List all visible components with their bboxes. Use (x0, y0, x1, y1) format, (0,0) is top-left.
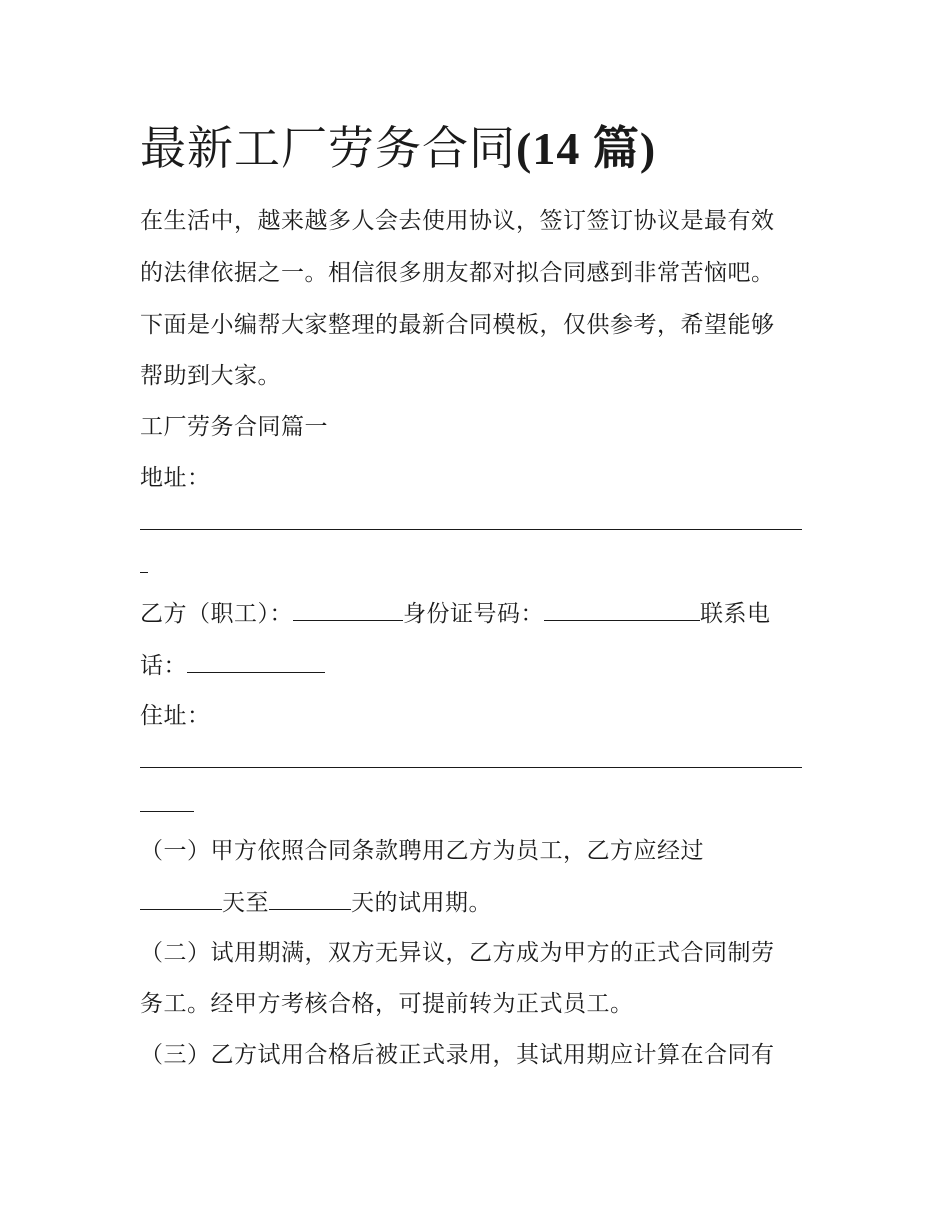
id-number-label: 身份证号码： (403, 601, 544, 627)
id-number-blank (544, 598, 700, 621)
intro-line-3: 下面是小编帮大家整理的最新合同模板，仅供参考，希望能够 (140, 312, 775, 338)
intro-line-4: 帮助到大家。 (140, 363, 281, 389)
residence-blank-line-end (140, 811, 194, 812)
residence-blank-line (140, 767, 802, 768)
party-b-name-blank (293, 598, 403, 621)
phone-label-cont: 话： (140, 653, 187, 679)
intro-line-1: 在生活中，越来越多人会去使用协议，签订签订协议是最有效 (140, 208, 775, 234)
probation-max-days-blank (269, 887, 351, 910)
clause-1-end: 天的试用期。 (351, 890, 492, 916)
phone-line (140, 650, 820, 681)
section-heading: 工厂劳务合同篇一 (140, 414, 328, 440)
clause-2-line-2: 务工。经甲方考核合格，可提前转为正式员工。 (140, 991, 634, 1017)
party-b-label: 乙方（职工）： (140, 601, 293, 627)
document-title: 最新工厂劳务合同(14 篇) (140, 121, 657, 175)
clause-1-line-1: （一）甲方依照合同条款聘用乙方为员工，乙方应经过 (140, 838, 704, 864)
clause-1-line-2 (140, 887, 820, 918)
intro-line-2: 的法律依据之一。相信很多朋友都对拟合同感到非常苦恼吧。 (140, 260, 775, 286)
residence-label: 住址： (140, 703, 211, 729)
address-blank-line (140, 529, 802, 530)
phone-label: 联系电 (700, 601, 771, 627)
address-blank-line-end (140, 572, 148, 573)
clause-3-line-1: （三）乙方试用合格后被正式录用，其试用期应计算在合同有 (140, 1042, 775, 1068)
party-b-line (140, 598, 820, 629)
probation-min-days-blank (140, 887, 222, 910)
phone-blank (187, 650, 325, 673)
clause-1-mid: 天至 (222, 890, 269, 916)
address-label: 地址： (140, 465, 211, 491)
clause-2-line-1: （二）试用期满，双方无异议，乙方成为甲方的正式合同制劳 (140, 940, 775, 966)
